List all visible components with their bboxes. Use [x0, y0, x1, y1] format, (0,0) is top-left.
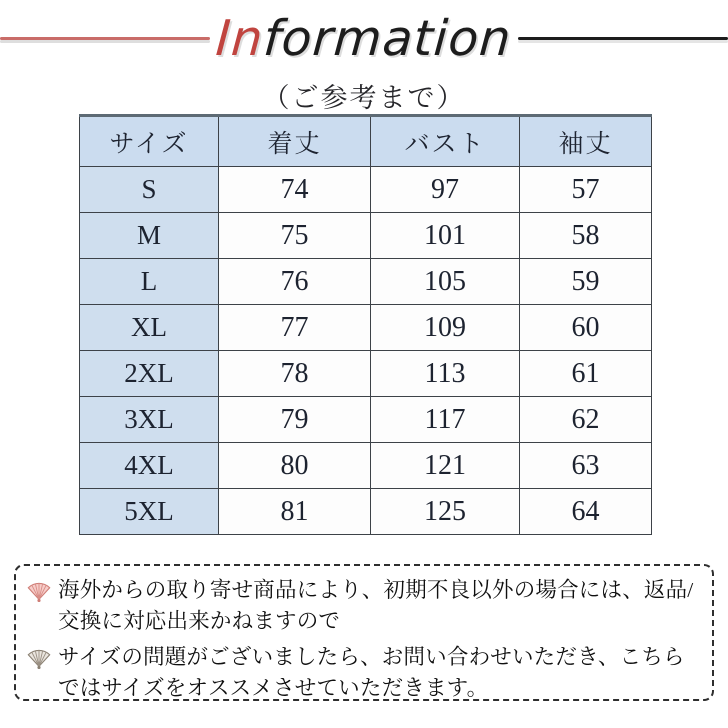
table-row: [80, 351, 652, 397]
size-label: 3XL: [80, 397, 219, 443]
column-header-sleeve: 袖丈: [520, 116, 652, 167]
table-row: [80, 397, 652, 443]
size-label: L: [80, 259, 219, 305]
folding-fan-icon: [24, 642, 58, 676]
size-label: 4XL: [80, 443, 219, 489]
length-value: 75: [219, 213, 371, 259]
length-value: 74: [219, 167, 371, 213]
note-item: [24, 575, 698, 636]
size-label: XL: [80, 305, 219, 351]
sleeve-value: 60: [520, 305, 652, 351]
column-header-length: 着丈: [219, 116, 371, 167]
information-header: [0, 6, 728, 70]
bust-value: 121: [371, 443, 520, 489]
bust-value: 97: [371, 167, 520, 213]
sleeve-value: 58: [520, 213, 652, 259]
column-header-bust: バスト: [371, 116, 520, 167]
bust-value: 105: [371, 259, 520, 305]
table-row: [80, 443, 652, 489]
table-header-row: [80, 116, 652, 167]
page-title: [214, 9, 514, 67]
length-value: 76: [219, 259, 371, 305]
sleeve-value: 57: [520, 167, 652, 213]
sleeve-value: 63: [520, 443, 652, 489]
sleeve-value: 62: [520, 397, 652, 443]
length-value: 77: [219, 305, 371, 351]
size-label: S: [80, 167, 219, 213]
sleeve-value: 61: [520, 351, 652, 397]
table-row: [80, 259, 652, 305]
note-text: サイズの問題がございましたら、お問い合わせいただき、こちらではサイズをオススメさせていただきます。: [58, 645, 685, 700]
bust-value: 125: [371, 489, 520, 535]
note-item: [24, 642, 698, 703]
reference-subtitle: （ご参考まで）: [262, 83, 466, 113]
size-chart-table: [79, 114, 652, 535]
sleeve-value: 59: [520, 259, 652, 305]
bust-value: 109: [371, 305, 520, 351]
header-rule-right: [518, 37, 728, 40]
bust-value: 101: [371, 213, 520, 259]
column-header-size: サイズ: [80, 116, 219, 167]
folding-fan-icon: [24, 575, 58, 609]
sleeve-value: 64: [520, 489, 652, 535]
note-text: 海外からの取り寄せ商品により、初期不良以外の場合には、返品/交換に対応出来かねますので: [58, 578, 694, 633]
table-row: [80, 213, 652, 259]
size-label: 5XL: [80, 489, 219, 535]
page-title-accent: In: [214, 9, 266, 67]
bust-value: 117: [371, 397, 520, 443]
size-label: M: [80, 213, 219, 259]
table-row: [80, 167, 652, 213]
bust-value: 113: [371, 351, 520, 397]
notes-box: [14, 564, 714, 701]
size-label: 2XL: [80, 351, 219, 397]
page-title-rest: formation: [261, 9, 514, 67]
table-row: [80, 305, 652, 351]
table-row: [80, 489, 652, 535]
header-rule-left: [0, 37, 210, 40]
length-value: 80: [219, 443, 371, 489]
length-value: 78: [219, 351, 371, 397]
length-value: 79: [219, 397, 371, 443]
length-value: 81: [219, 489, 371, 535]
